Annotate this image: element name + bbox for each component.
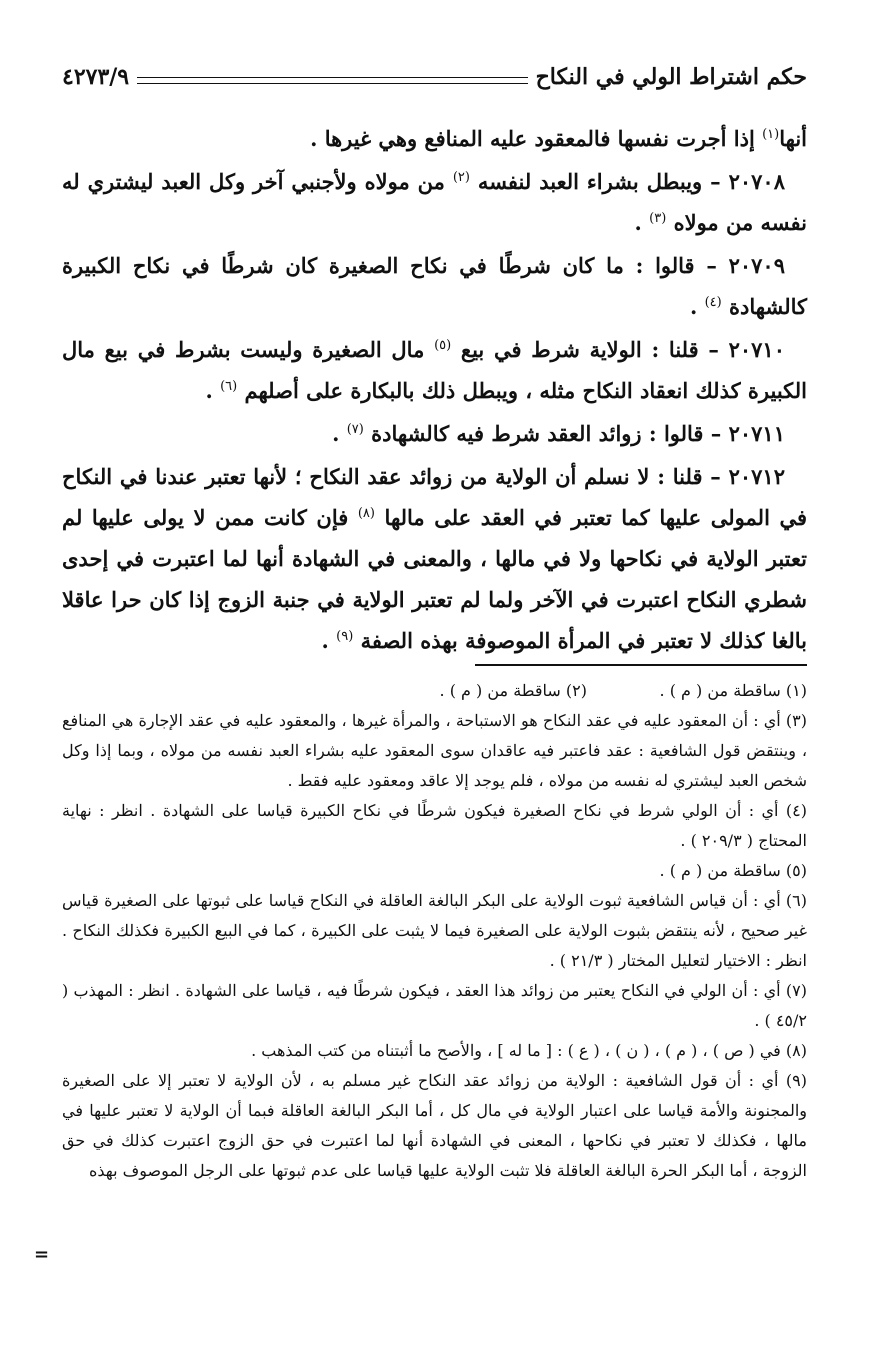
footnote-4: (٤) أي : أن الولي شرط في نكاح الصغيرة فيكون شرطًا في نكاح الكبيرة قياسا على الشهادة . انظر : نهاية المحتاج ( ٢٠٩/٣ ) . (62, 801, 807, 850)
footnote-9: (٩) أي : أن قول الشافعية : الولاية من زوائد عقد النكاح غير مسلم به ، لأن الولاية لا تعتبر إلا على الصغيرة والمجنونة والأمة قياسا على اعتبار الولاية في مال كل ، أما البكر البالغة العاقلة فبما أن الولاية لا تعتبر عليها في مالها ، فكذلك لا تعتبر في نكاحها ، المعنى في الشهادة أنها لما اعتبرت في حق الزوج اعتبرت كذلك في حق الزوجة ، أما البكر الحرة البالغة العاقلة فلا تثبت الولاية عليها قياسا على عدم ثبوتها على الرجل الموصوف بهذه (62, 1071, 808, 1180)
footnote-ref: (٧) (346, 422, 364, 437)
footnote-ref: (٦) (220, 379, 238, 394)
continuation-mark: = (34, 1244, 50, 1265)
paragraph-1: أنها$^{(١)}$ إذا أجرت نفسها فالمعقود عليه المنافع وهي غيرها . (310, 126, 807, 151)
paragraph-20710: ٢٠٧١٠ – قلنا : الولاية شرط في بيع $^{(٥)}$ مال الصغيرة وليست بشرط في بيع مال الكبيرة كذلك انعقاد النكاح مثله ، ويبطل ذلك بالبكارة على أصلهم $^{(٦)}$ . (62, 337, 807, 403)
footnote-row-1-2 (62, 676, 807, 706)
footnote-7: (٧) أي : أن الولي في النكاح يعتبر من زوائد هذا العقد ، فيكون شرطًا فيه ، قياسا على الشهادة . انظر : المهذب ( ٤٥/٢ ) . (62, 981, 807, 1030)
page-number: ٤٢٧٣/٩ (62, 64, 130, 90)
main-text (62, 118, 807, 663)
header-title: حكم اشتراط الولي في النكاح (535, 64, 807, 90)
footnotes (62, 676, 807, 1186)
paragraph-20708: ٢٠٧٠٨ – ويبطل بشراء العبد لنفسه $^{(٢)}$ من مولاه ولأجنبي آخر وكل العبد ليشتري له نفسه من مولاه $^{(٣)}$ . (62, 169, 807, 235)
header-rule (137, 77, 527, 84)
footnote-6: (٦) أي : أن قياس الشافعية ثبوت الولاية على البكر البالغة العاقلة في النكاح قياسا على ثبوتها على الصغيرة قياس غير صحيح ، لأنه ينتقض بثبوت الولاية على الصغيرة فيما لا يثبت على الكبيرة ، كما في البيع الكبيرة فكذلك النكاح . انظر : الاختيار لتعليل المختار ( ٢١/٣ ) . (62, 891, 807, 970)
footnote-2: (٢) ساقطة من ( م ) . (439, 681, 587, 700)
footnote-1: (١) ساقطة من ( م ) . (659, 681, 807, 700)
paragraph-20709: ٢٠٧٠٩ – قالوا : ما كان شرطًا في نكاح الصغيرة كان شرطًا في نكاح الكبيرة كالشهادة $^{(٤)}$ . (62, 253, 807, 319)
paragraph-20712: ٢٠٧١٢ – قلنا : لا نسلم أن الولاية من زوائد عقد النكاح ؛ لأنها تعتبر عندنا في النكاح في المولى عليها كما تعتبر في العقد على مالها $^{(٨)}$ فإن كانت ممن لا يولى عليها لم تعتبر الولاية في نكاحها ولا في مالها ، والمعنى في الشهادة أنها لما اعتبرت في إحدى شطري النكاح اعتبرت في الآخر ولما لم تعتبر الولاية في جنبة الزوج إذا كان حرا عاقلا بالغا كذلك لا تعتبر في المرأة الموصوفة بهذه الصفة $^{(٩)}$ . (62, 464, 807, 653)
footnote-5: (٥) ساقطة من ( م ) . (659, 861, 807, 880)
paragraph-20711: ٢٠٧١١ – قالوا : زوائد العقد شرط فيه كالشهادة $^{(٧)}$ . (332, 421, 785, 446)
running-header (62, 60, 807, 94)
footnote-separator (475, 664, 807, 666)
footnote-3: (٣) أي : أن المعقود عليه في عقد النكاح هو الاستباحة ، والمرأة غيرها ، والمعقود عليه في عقد الإجارة هي المنافع ، وينتقض قول الشافعية : عقد فاعتبر فيه عاقدان سوى المعقود عليه بشراء العبد نفسه من مولاه ، وبما إذا وكل شخص العبد ليشتري له نفسه من مولاه ، فلم يوجد إلا عاقد ومعقود عليه فقط . (62, 711, 808, 790)
footnote-8: (٨) في ( ص ) ، ( م ) ، ( ن ) ، ( ع ) : [ ما له ] ، والأصح ما أثبتناه من كتب المذهب . (251, 1041, 807, 1060)
footnote-ref: (٩) (336, 629, 354, 644)
footnote-ref: (١) (762, 127, 780, 142)
footnote-ref: (٢) (452, 170, 470, 185)
footnote-ref: (٥) (434, 338, 452, 353)
footnote-ref: (٣) (649, 211, 667, 226)
footnote-ref: (٤) (704, 295, 722, 310)
footnote-ref: (٨) (357, 506, 375, 521)
